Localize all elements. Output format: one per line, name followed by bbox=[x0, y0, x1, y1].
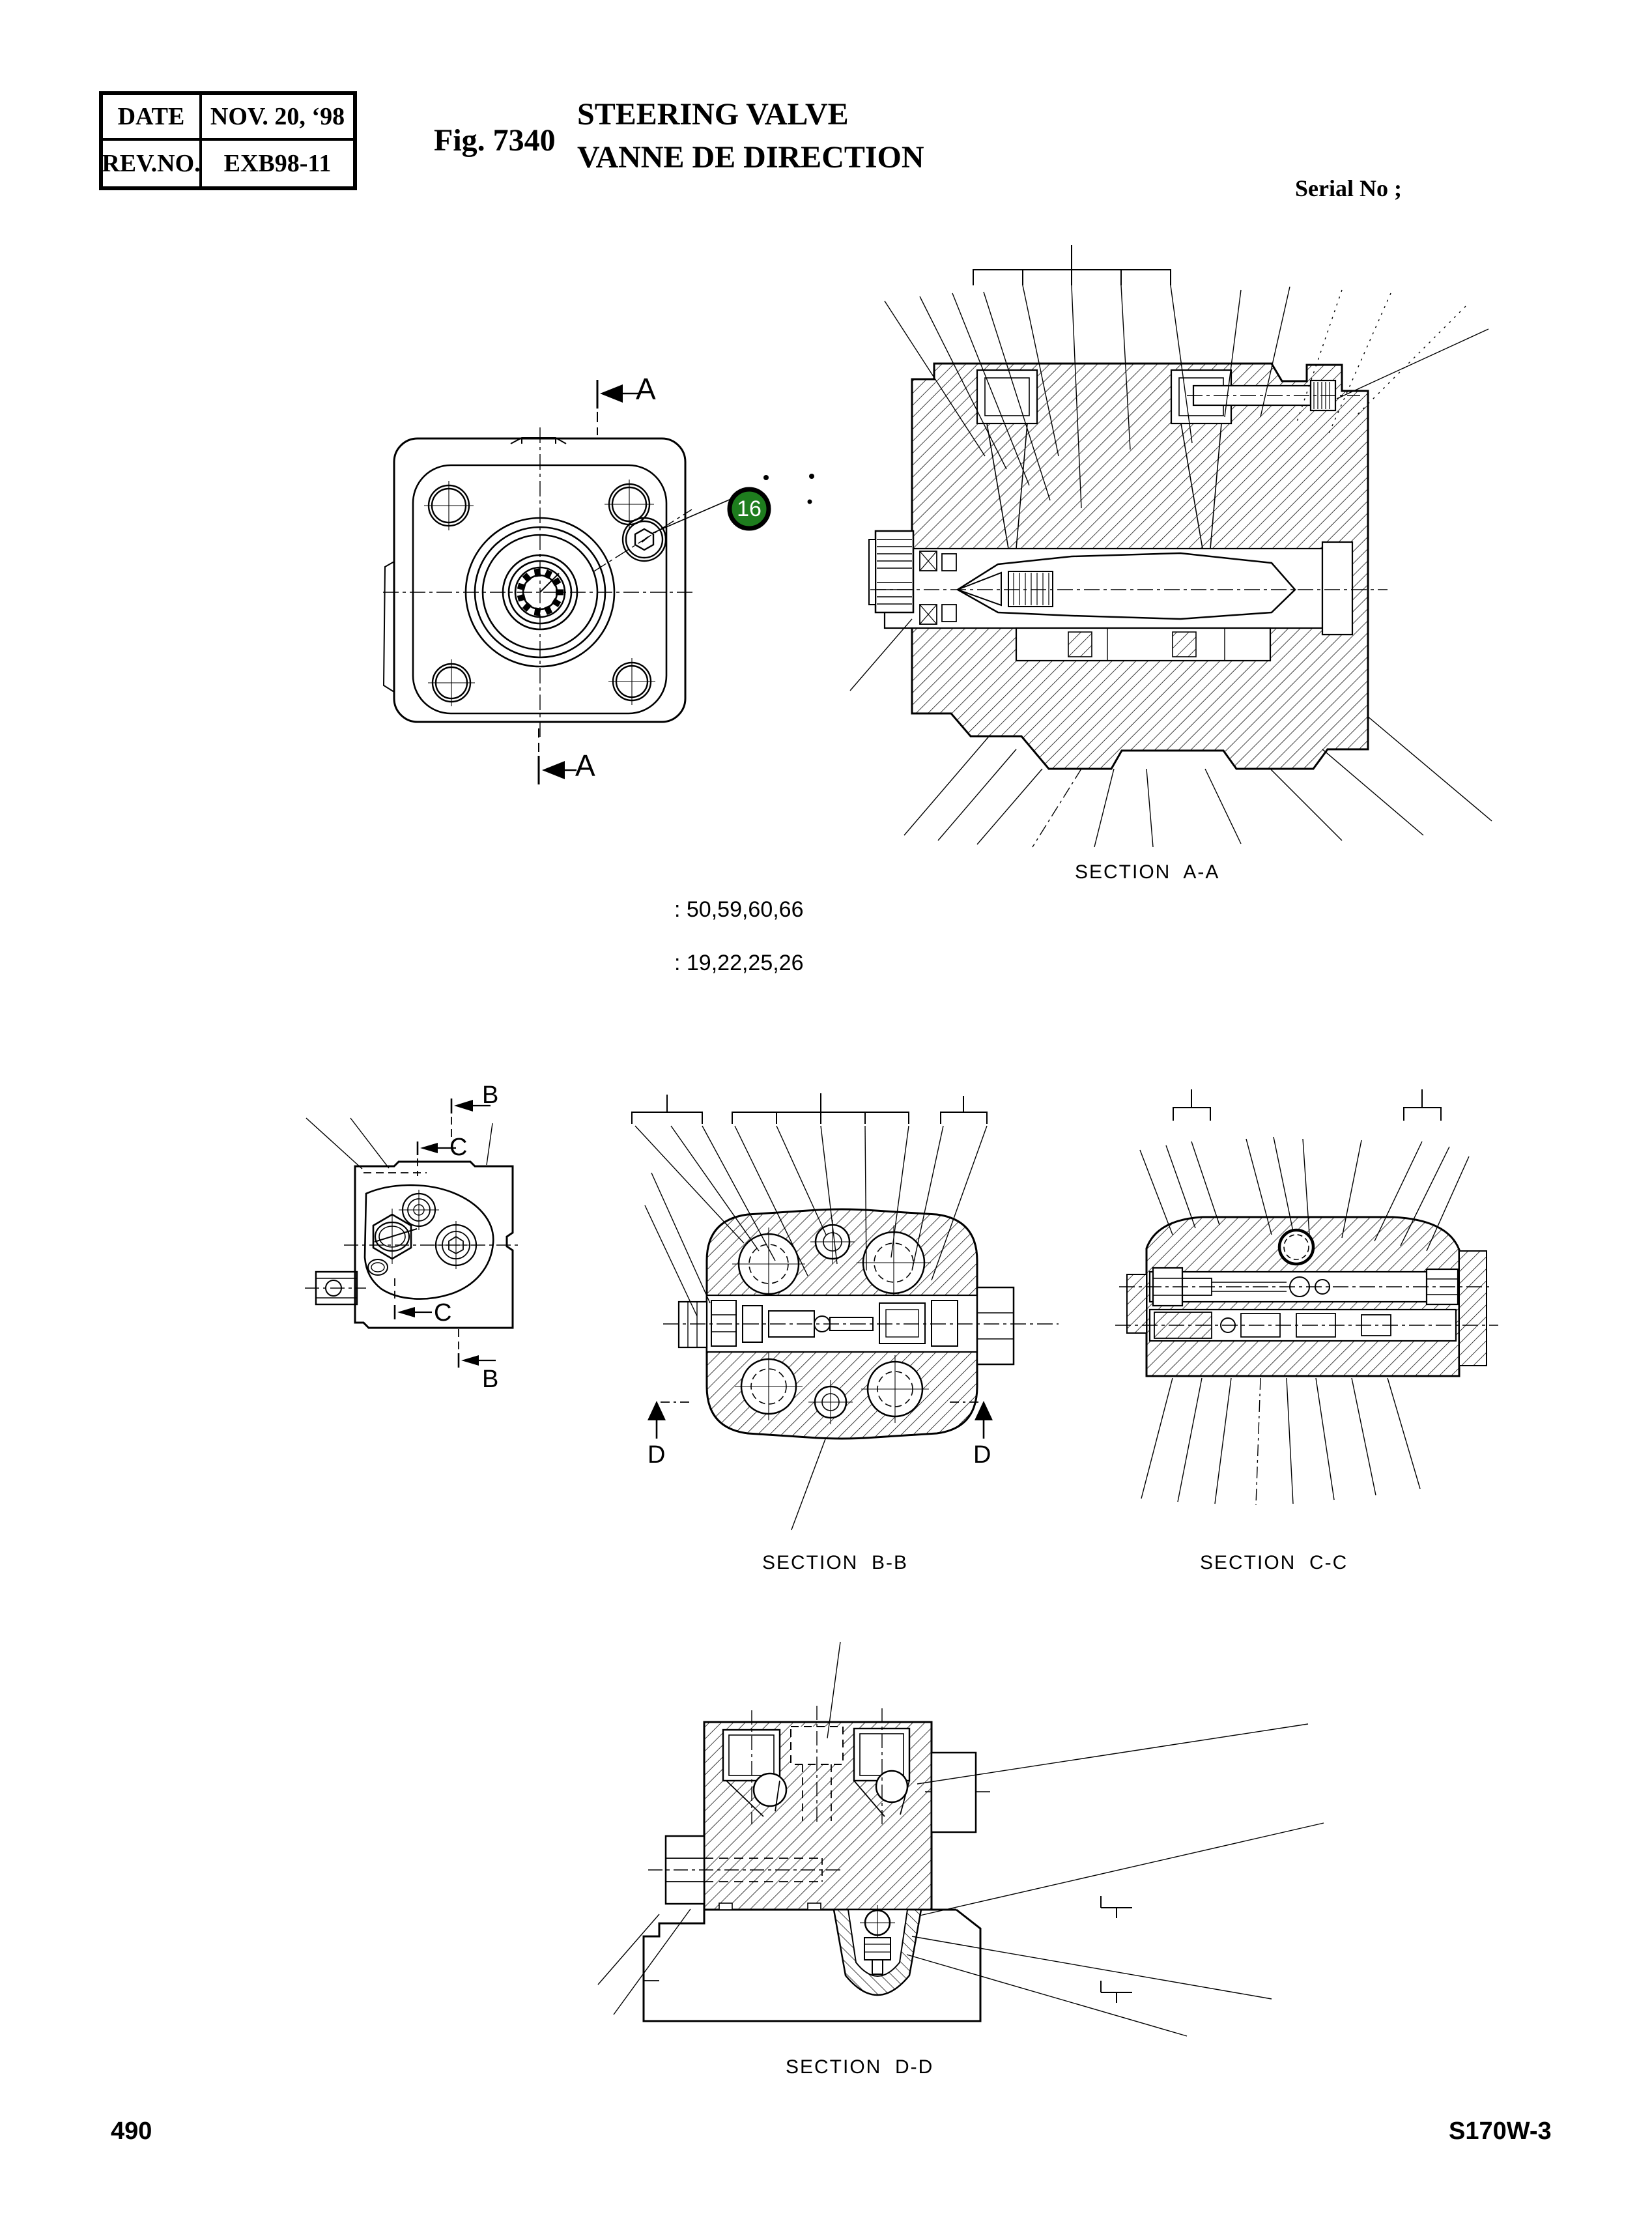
page-title-en: STEERING VALVE bbox=[577, 97, 849, 132]
callout-brackets bbox=[1173, 1089, 1441, 1121]
cut-letter-c-top: C bbox=[449, 1134, 468, 1161]
table-label-date: DATE bbox=[103, 95, 202, 141]
table-label-revno: REV.NO. bbox=[103, 141, 202, 186]
applicability-line-1: : 50,59,60,66 bbox=[674, 897, 804, 922]
cut-letter-a-bottom: A bbox=[575, 749, 595, 783]
model-code: S170W-3 bbox=[1449, 2118, 1552, 2145]
callout-brackets bbox=[632, 1093, 987, 1124]
part-number-badge-label: 16 bbox=[737, 496, 762, 521]
section-arrow-a-top bbox=[597, 380, 641, 435]
applicability-line-2: : 19,22,25,26 bbox=[674, 951, 804, 975]
cut-letter-d-right: D bbox=[973, 1441, 991, 1469]
section-title-bb: SECTION B-B bbox=[762, 1552, 909, 1573]
section-arrow-d-left bbox=[648, 1401, 692, 1439]
page-title-fr: VANNE DE DIRECTION bbox=[577, 140, 924, 175]
section-arrow-b-bottom bbox=[459, 1329, 496, 1368]
revision-table bbox=[99, 91, 357, 190]
table-value-date: NOV. 20, ‘98 bbox=[202, 95, 353, 141]
table-value-revno: EXB98-11 bbox=[223, 150, 332, 177]
serial-no-label: Serial No ; bbox=[1295, 175, 1402, 201]
cut-letter-c-bottom: C bbox=[434, 1299, 452, 1327]
figure-number: Fig. 7340 bbox=[434, 123, 556, 158]
badge-leader-line bbox=[653, 499, 731, 533]
cut-letter-b-top: B bbox=[482, 1082, 499, 1109]
section-dd-drawing bbox=[598, 1642, 1324, 2036]
margin-bracket-marks bbox=[1101, 1896, 1132, 2003]
section-title-aa: SECTION A-A bbox=[1075, 861, 1220, 883]
section-bb-drawing bbox=[632, 1093, 1059, 1530]
side-view-bc-drawing bbox=[305, 1098, 521, 1368]
callout-bracket bbox=[973, 245, 1171, 285]
cut-letter-a-top: A bbox=[636, 372, 656, 406]
section-title-dd: SECTION D-D bbox=[786, 2056, 934, 2078]
section-aa-drawing bbox=[850, 245, 1492, 847]
section-arrow-a-bottom bbox=[539, 728, 577, 784]
cut-letter-b-bottom: B bbox=[482, 1366, 499, 1393]
page-number: 490 bbox=[111, 2118, 152, 2145]
section-cc-drawing bbox=[1115, 1089, 1498, 1505]
section-title-cc: SECTION C-C bbox=[1200, 1552, 1348, 1573]
front-view-drawing bbox=[383, 380, 814, 784]
cut-letter-d-left: D bbox=[648, 1441, 666, 1469]
